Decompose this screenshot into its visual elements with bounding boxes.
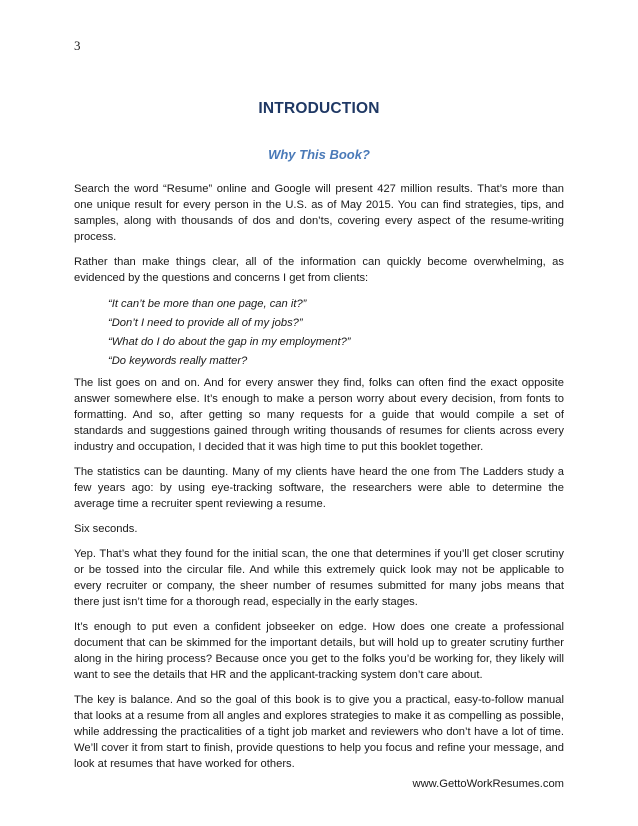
paragraph: Rather than make things clear, all of the information can quickly become overwhelming, as evidenced by the questions and concerns I get from clients: xyxy=(74,256,564,284)
quote-item: “Don’t I need to provide all of my jobs?” xyxy=(108,317,303,329)
paragraph: Six seconds. xyxy=(74,523,138,535)
quote-list xyxy=(74,295,564,371)
body-text xyxy=(74,181,564,781)
quote-item: “It can’t be more than one page, can it?” xyxy=(108,298,307,310)
paragraph: Search the word “Resume” online and Google will present 427 million results. That’s more than one unique result for every person in the U.S. as of May 2015. You can find strategies, tips, and samples, along with thousands of dos and don’ts, covering every aspect of the resume-writing process. xyxy=(74,183,564,243)
footer-url: www.GettoWorkResumes.com xyxy=(412,778,564,790)
quote-item: “What do I do about the gap in my employment?” xyxy=(108,336,351,348)
paragraph: The statistics can be daunting. Many of my clients have heard the one from The Ladders study a few years ago: by using eye-tracking software, the researchers were able to determine the average time a recruiter spent reviewing a resume. xyxy=(74,466,564,510)
paragraph: It’s enough to put even a confident jobseeker on edge. How does one create a professional document that can be skimmed for the important details, but will hold up to greater scrutiny further along in the hiring process? Because once you get to the folks you’d be working for, they likely will want to see the details that HR and the applicant-tracking system don’t care about. xyxy=(74,621,564,681)
page-number: 3 xyxy=(74,38,81,53)
paragraph: The key is balance. And so the goal of this book is to give you a practical, easy-to-follow manual that looks at a resume from all angles and explores strategies to make it as compelling as possible, while addressing the practicalities of a tight job market and reviewers who don’t have a lot of time. We’ll cover it from start to finish, provide questions to help you focus and refine your message, and look at resumes that have worked for others. xyxy=(74,694,565,770)
paragraph: Yep. That’s what they found for the initial scan, the one that determines if you’ll get closer scrutiny or be tossed into the circular file. And while this extremely quick look may not be applicable to every recruiter or company, the sheer number of resumes submitted for many jobs means that there just isn’t time for a thorough read, especially in the early stages. xyxy=(74,548,564,608)
chapter-title: INTRODUCTION xyxy=(258,100,380,117)
paragraph: The list goes on and on. And for every answer they find, folks can often find the exact opposite answer somewhere else. It’s enough to make a person worry about every decision, from fonts to formatting. And so, after getting so many requests for a guide that would compile a set of standards and suggestions gained through writing thousands of resumes for clients across every industry and occupation, I decided that it was high time to put this booklet together. xyxy=(74,377,564,453)
quote-item: “Do keywords really matter? xyxy=(108,355,248,367)
chapter-subtitle: Why This Book? xyxy=(268,147,370,162)
